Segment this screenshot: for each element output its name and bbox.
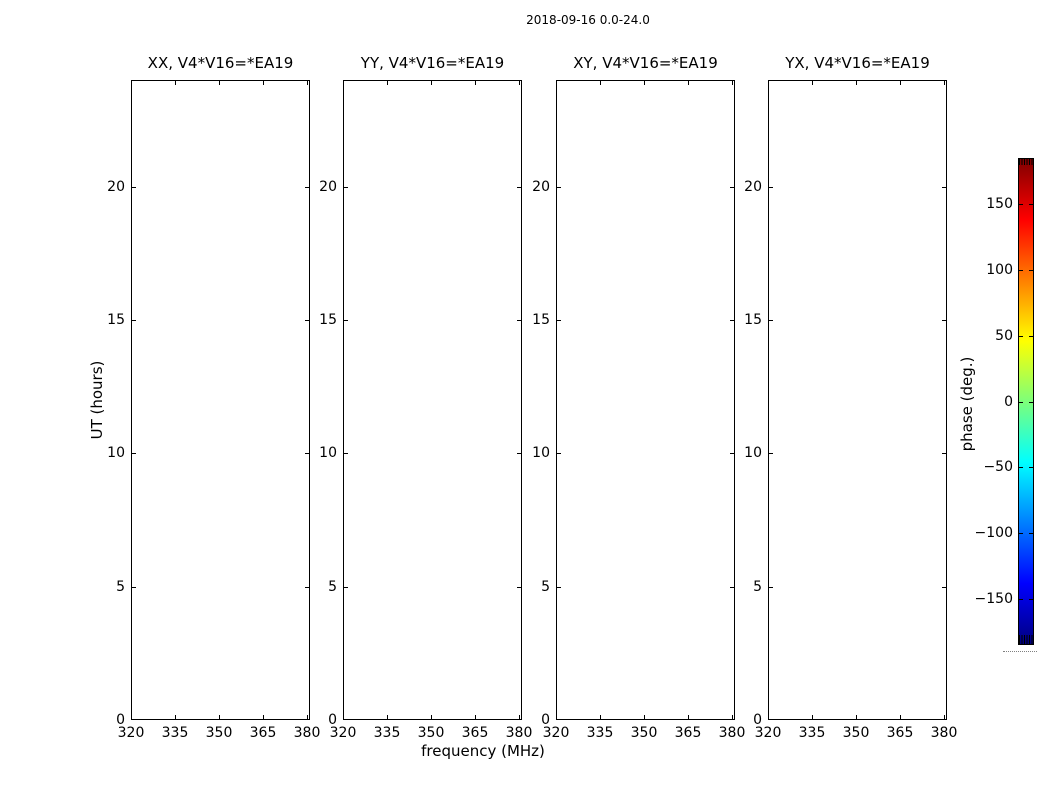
x-tick-mark (387, 715, 388, 719)
x-tick-mark (812, 715, 813, 719)
x-tick-label: 365 (886, 725, 914, 741)
y-tick-label: 20 (744, 179, 762, 195)
x-tick-label: 320 (542, 725, 570, 741)
colorbar-tick-label: −100 (974, 525, 1013, 541)
y-tick-label: 10 (107, 445, 125, 461)
x-tick-mark (856, 715, 857, 719)
colorbar-tick-mark (1019, 599, 1023, 600)
colorbar-tick-mark (1029, 336, 1033, 337)
y-tick-label: 15 (107, 312, 125, 328)
y-tick-label: 0 (328, 712, 337, 728)
y-tick-label: 5 (116, 579, 125, 595)
x-tick-mark (431, 81, 432, 85)
y-tick-mark (942, 320, 946, 321)
colorbar-tick-label: 0 (1004, 394, 1013, 410)
y-tick-mark (557, 453, 561, 454)
x-tick-label: 320 (754, 725, 782, 741)
y-tick-label: 10 (532, 445, 550, 461)
x-tick-mark (944, 715, 945, 719)
colorbar-label: phase (deg.) (958, 356, 976, 452)
y-tick-label: 15 (532, 312, 550, 328)
x-tick-mark (475, 715, 476, 719)
y-axis-label: UT (hours) (88, 360, 106, 440)
subplot-title-yx: YX, V4*V16=*EA19 (785, 54, 930, 72)
colorbar-tick-mark (1019, 402, 1023, 403)
x-tick-label: 335 (586, 725, 614, 741)
y-tick-label: 15 (744, 312, 762, 328)
x-tick-label: 380 (505, 725, 533, 741)
x-tick-mark (600, 715, 601, 719)
colorbar-tick-label: 100 (986, 262, 1013, 278)
colorbar-tick-mark (1019, 467, 1023, 468)
y-tick-label: 15 (319, 312, 337, 328)
y-tick-mark (557, 587, 561, 588)
x-tick-mark (519, 81, 520, 85)
x-tick-mark (263, 81, 264, 85)
colorbar-tick-mark (1029, 599, 1033, 600)
colorbar-tick-mark (1019, 533, 1023, 534)
x-tick-label: 380 (293, 725, 321, 741)
subplot-title-xy: XY, V4*V16=*EA19 (573, 54, 718, 72)
y-tick-mark (132, 453, 136, 454)
x-axis-label: frequency (MHz) (421, 742, 545, 760)
x-tick-mark (812, 81, 813, 85)
x-tick-label: 365 (461, 725, 489, 741)
subplot-axes-yx (768, 80, 947, 720)
y-tick-mark (132, 187, 136, 188)
x-tick-label: 335 (161, 725, 189, 741)
x-tick-label: 365 (249, 725, 277, 741)
colorbar-tick-mark (1019, 204, 1023, 205)
x-tick-mark (387, 81, 388, 85)
y-tick-mark (344, 187, 348, 188)
colorbar-bottom-hatch (1019, 635, 1033, 644)
colorbar-tick-mark (1029, 402, 1033, 403)
x-tick-mark (732, 81, 733, 85)
x-tick-mark (944, 81, 945, 85)
y-tick-mark (344, 320, 348, 321)
subplot-title-xx: XX, V4*V16=*EA19 (147, 54, 294, 72)
x-tick-mark (600, 81, 601, 85)
colorbar-dotted-line (1003, 651, 1037, 652)
colorbar-tick-mark (1019, 270, 1023, 271)
colorbar-tick-mark (1019, 336, 1023, 337)
x-tick-label: 350 (630, 725, 658, 741)
y-tick-label: 20 (107, 179, 125, 195)
x-tick-mark (175, 715, 176, 719)
x-tick-label: 380 (718, 725, 746, 741)
x-tick-label: 365 (674, 725, 702, 741)
subplot-axes-xy (556, 80, 735, 720)
x-tick-mark (307, 81, 308, 85)
x-tick-mark (175, 81, 176, 85)
y-tick-label: 0 (753, 712, 762, 728)
y-tick-label: 5 (328, 579, 337, 595)
subplot-title-yy: YY, V4*V16=*EA19 (360, 54, 505, 72)
colorbar-tick-label: 150 (986, 196, 1013, 212)
y-tick-mark (769, 587, 773, 588)
y-tick-mark (557, 187, 561, 188)
x-tick-mark (475, 81, 476, 85)
y-tick-mark (344, 587, 348, 588)
y-tick-label: 0 (116, 712, 125, 728)
x-tick-label: 380 (930, 725, 958, 741)
x-tick-label: 335 (798, 725, 826, 741)
x-tick-mark (688, 81, 689, 85)
x-tick-label: 350 (417, 725, 445, 741)
y-tick-mark (132, 587, 136, 588)
y-tick-mark (344, 453, 348, 454)
x-tick-mark (856, 81, 857, 85)
figure-title: 2018-09-16 0.0-24.0 (526, 13, 650, 27)
x-tick-label: 320 (117, 725, 145, 741)
colorbar-top-hatch (1019, 159, 1033, 165)
y-tick-mark (769, 320, 773, 321)
x-tick-mark (900, 81, 901, 85)
y-tick-label: 5 (753, 579, 762, 595)
x-tick-mark (644, 715, 645, 719)
y-tick-label: 10 (319, 445, 337, 461)
y-tick-mark (942, 587, 946, 588)
subplot-axes-xx (131, 80, 310, 720)
x-tick-mark (263, 715, 264, 719)
colorbar-tick-mark (1029, 467, 1033, 468)
x-tick-mark (644, 81, 645, 85)
y-tick-mark (132, 320, 136, 321)
y-tick-label: 10 (744, 445, 762, 461)
y-tick-label: 5 (541, 579, 550, 595)
x-tick-mark (219, 81, 220, 85)
colorbar-tick-mark (1029, 204, 1033, 205)
colorbar-tick-label: 50 (995, 328, 1013, 344)
x-tick-mark (431, 715, 432, 719)
x-tick-label: 320 (329, 725, 357, 741)
colorbar-tick-mark (1029, 270, 1033, 271)
y-tick-mark (769, 187, 773, 188)
x-tick-mark (219, 715, 220, 719)
y-tick-label: 0 (541, 712, 550, 728)
colorbar-tick-mark (1029, 533, 1033, 534)
colorbar-tick-label: −50 (983, 459, 1013, 475)
x-tick-mark (688, 715, 689, 719)
y-tick-label: 20 (532, 179, 550, 195)
x-tick-label: 350 (842, 725, 870, 741)
colorbar-tick-label: −150 (974, 591, 1013, 607)
x-tick-label: 350 (205, 725, 233, 741)
x-tick-mark (900, 715, 901, 719)
x-tick-label: 335 (373, 725, 401, 741)
y-tick-mark (942, 453, 946, 454)
subplot-axes-yy (343, 80, 522, 720)
y-tick-label: 20 (319, 179, 337, 195)
y-tick-mark (769, 453, 773, 454)
y-tick-mark (942, 187, 946, 188)
y-tick-mark (557, 320, 561, 321)
